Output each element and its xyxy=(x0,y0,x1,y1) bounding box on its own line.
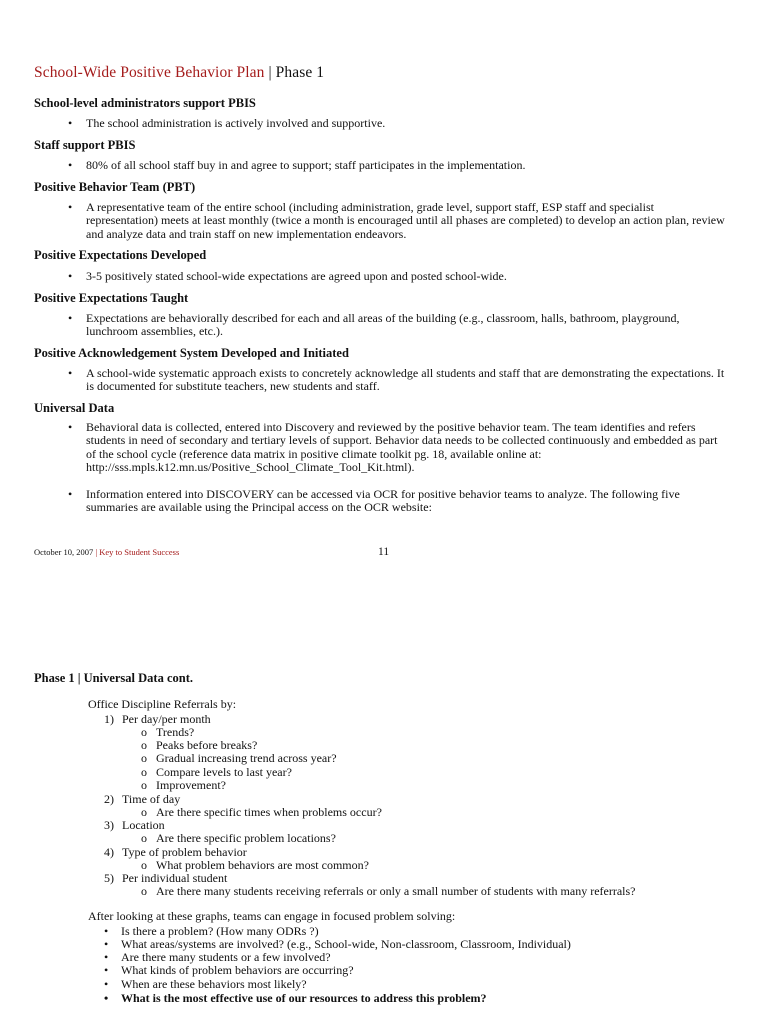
numbered-item-label: Time of day xyxy=(122,792,181,806)
page-title xyxy=(34,64,324,82)
bullet-marker: • xyxy=(68,487,73,501)
numbered-item-label: Per day/per month xyxy=(122,712,211,726)
section-heading: Positive Expectations Taught xyxy=(34,291,189,305)
section-heading: Positive Behavior Team (PBT) xyxy=(34,180,196,194)
bullet-item: • 3-5 positively stated school-wide expectations are agreed upon and posted school-wide. xyxy=(68,269,507,283)
footer-separator: | xyxy=(93,547,100,557)
page-footer xyxy=(34,547,179,557)
after-intro-text: After looking at these graphs, teams can engage in focused problem solving: xyxy=(88,909,456,923)
section-heading: Positive Expectations Developed xyxy=(34,248,207,262)
section-heading: Staff support PBIS xyxy=(34,138,136,152)
numbered-item-label: Location xyxy=(122,818,165,832)
section-heading: Universal Data xyxy=(34,401,115,415)
footer-date: October 10, 2007 xyxy=(34,547,94,557)
bullet-item: • A representative team of the entire school (including administration, grade level, support staff, ESP staff and specialist representation) meets at least monthly (twice a month is encouraged until all phases are completed) to develop an action plan, review and analyze data and train staff on new implementation endeavors. xyxy=(68,200,725,241)
section-heading: Positive Acknowledgement System Developed and Initiated xyxy=(34,346,349,360)
intro-text: Office Discipline Referrals by: xyxy=(88,697,237,711)
title-separator: | xyxy=(264,64,276,81)
bullet-marker: • xyxy=(68,200,73,214)
bullet-item: • A school-wide systematic approach exists to concretely acknowledge all students and staff that are demonstrating the expectations. It is documented for substitute teachers, new students and staff. xyxy=(68,366,725,394)
numbered-item-label: Per individual student xyxy=(122,871,228,885)
bullet-item: • Expectations are behaviorally described for each and all areas of the building (e.g., classroom, halls, bathroom, playground, lunchroom assemblies, etc.). xyxy=(68,311,680,339)
bullet-marker: • xyxy=(68,366,73,380)
section-heading-phase1-cont: Phase 1 | Universal Data cont. xyxy=(34,671,193,685)
numbered-marker: 4) xyxy=(104,845,114,859)
numbered-marker: 5) xyxy=(104,871,114,885)
numbered-item-label: Type of problem behavior xyxy=(122,845,247,859)
bullet-item: • The school administration is actively involved and supportive. xyxy=(68,116,386,130)
page-number: 11 xyxy=(378,546,390,558)
bullet-marker: • xyxy=(68,269,73,283)
footer-link: Key to Student Success xyxy=(99,547,180,557)
numbered-marker: 1) xyxy=(104,712,114,726)
numbered-marker: 3) xyxy=(104,818,114,832)
bullet-marker: • xyxy=(68,158,73,172)
section-heading: School-level administrators support PBIS xyxy=(34,96,256,110)
title-main: School-Wide Positive Behavior Plan xyxy=(34,64,265,81)
bullet-marker: • xyxy=(68,420,73,434)
bullet-item: • Behavioral data is collected, entered into Discovery and reviewed by the positive behavior team. The team identifies and refers students in need of secondary and tertiary levels of support. Behavior data needs to be collected continuously and embedded as part of the school cycle (reference data matrix in positive climate toolkit pg. 18, available online at: http://sss.mpls.k12.mn.us/Positive_School_Climate_Tool_Kit.html). xyxy=(68,420,718,475)
numbered-marker: 2) xyxy=(104,792,114,806)
bullet-item: • 80% of all school staff buy in and agree to support; staff participates in the implementation. xyxy=(68,158,526,172)
title-phase: Phase 1 xyxy=(275,64,325,81)
bullet-marker: • xyxy=(68,311,73,325)
bullet-item: • Information entered into DISCOVERY can be accessed via OCR for positive behavior teams to analyze. The following five summaries are available using the Principal access on the OCR website: xyxy=(68,487,680,515)
bullet-marker: • xyxy=(68,116,73,130)
